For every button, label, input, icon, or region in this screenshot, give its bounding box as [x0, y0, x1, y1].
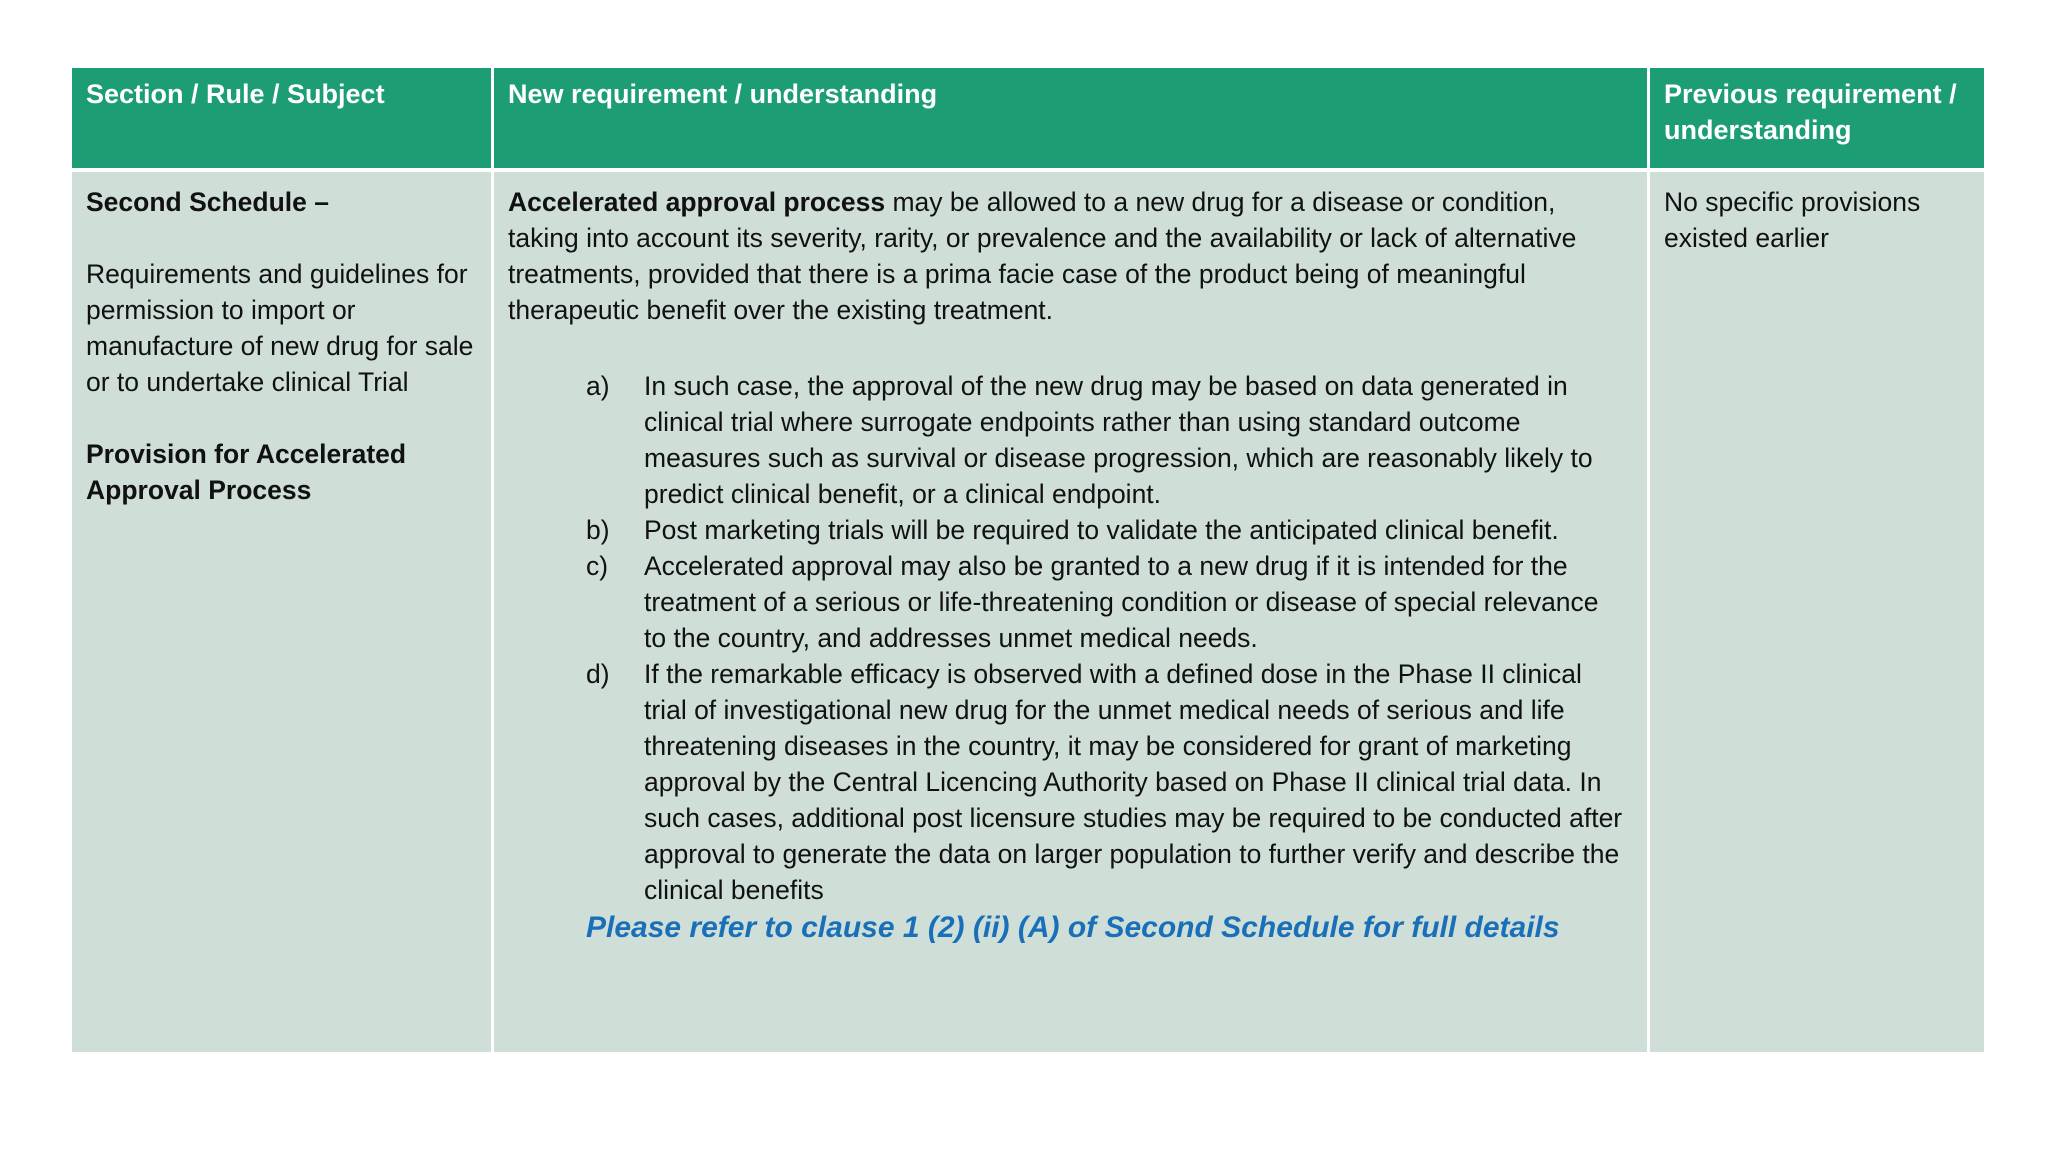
- clause-text: In such case, the approval of the new drug may be based on data generated in clinical trial where surrogate endpoints rather than using standard outcome measures such as survival or disease progression, which are reasonably likely to predict clinical benefit, or a clinical endpoint.: [644, 371, 1593, 509]
- intro-bold: Accelerated approval process: [508, 187, 886, 217]
- header-new-requirement: New requirement / understanding: [494, 68, 1647, 168]
- header-previous-requirement: Previous requirement / understanding: [1650, 68, 1984, 168]
- clause-text: Post marketing trials will be required to validate the anticipated clinical benefit.: [644, 515, 1559, 545]
- clause-item: [586, 548, 1633, 656]
- subject-title: Second Schedule –: [86, 187, 329, 217]
- refer-note: Please refer to clause 1 (2) (ii) (A) of Second Schedule for full details: [586, 911, 1560, 944]
- subject-description: Requirements and guidelines for permission to import or manufacture of new drug for sale or to undertake clinical Trial: [86, 259, 474, 397]
- intro-paragraph: [508, 184, 1633, 328]
- clause-text: Accelerated approval may also be granted to a new drug if it is intended for the treatment of a serious or life-threatening condition or disease of special relevance to the country, and addresses unmet medical needs.: [644, 551, 1599, 653]
- previous-requirement-cell: [1650, 172, 1984, 1052]
- clause-marker: c): [586, 551, 609, 581]
- clause-item: [586, 512, 1633, 548]
- spacer: [86, 400, 477, 436]
- previous-requirement-text: No specific provisions existed earlier: [1664, 187, 1921, 253]
- clause-item: [586, 368, 1633, 512]
- subject-cell: [72, 172, 491, 1052]
- clause-item: [586, 656, 1633, 908]
- clause-list: [508, 368, 1633, 908]
- intro-rest: may be allowed to a new drug for a disease or condition, taking into account its severity, rarity, or prevalence and the availability or lack of alternative treatments, provided that there is a prima facie case of the product being of meaningful therapeutic benefit over the existing treatment.: [508, 187, 1577, 325]
- clause-text: If the remarkable efficacy is observed with a defined dose in the Phase II clinical trial of investigational new drug for the unmet medical needs of serious and life threatening diseases in the country, it may be considered for grant of marketing approval by the Central Licencing Authority based on Phase II clinical trial data. In such cases, additional post licensure studies may be required to be conducted after approval to generate the data on larger population to further verify and describe the clinical benefits: [644, 659, 1623, 905]
- clause-marker: d): [586, 659, 610, 689]
- new-requirement-cell: [494, 172, 1647, 1052]
- header-section-rule-subject: Section / Rule / Subject: [72, 68, 491, 168]
- clause-marker: a): [586, 371, 610, 401]
- spacer: [508, 328, 1633, 368]
- clause-marker: b): [586, 515, 610, 545]
- comparison-table: [72, 68, 1978, 1052]
- spacer: [86, 220, 477, 256]
- subject-provision: Provision for Accelerated Approval Process: [86, 439, 407, 505]
